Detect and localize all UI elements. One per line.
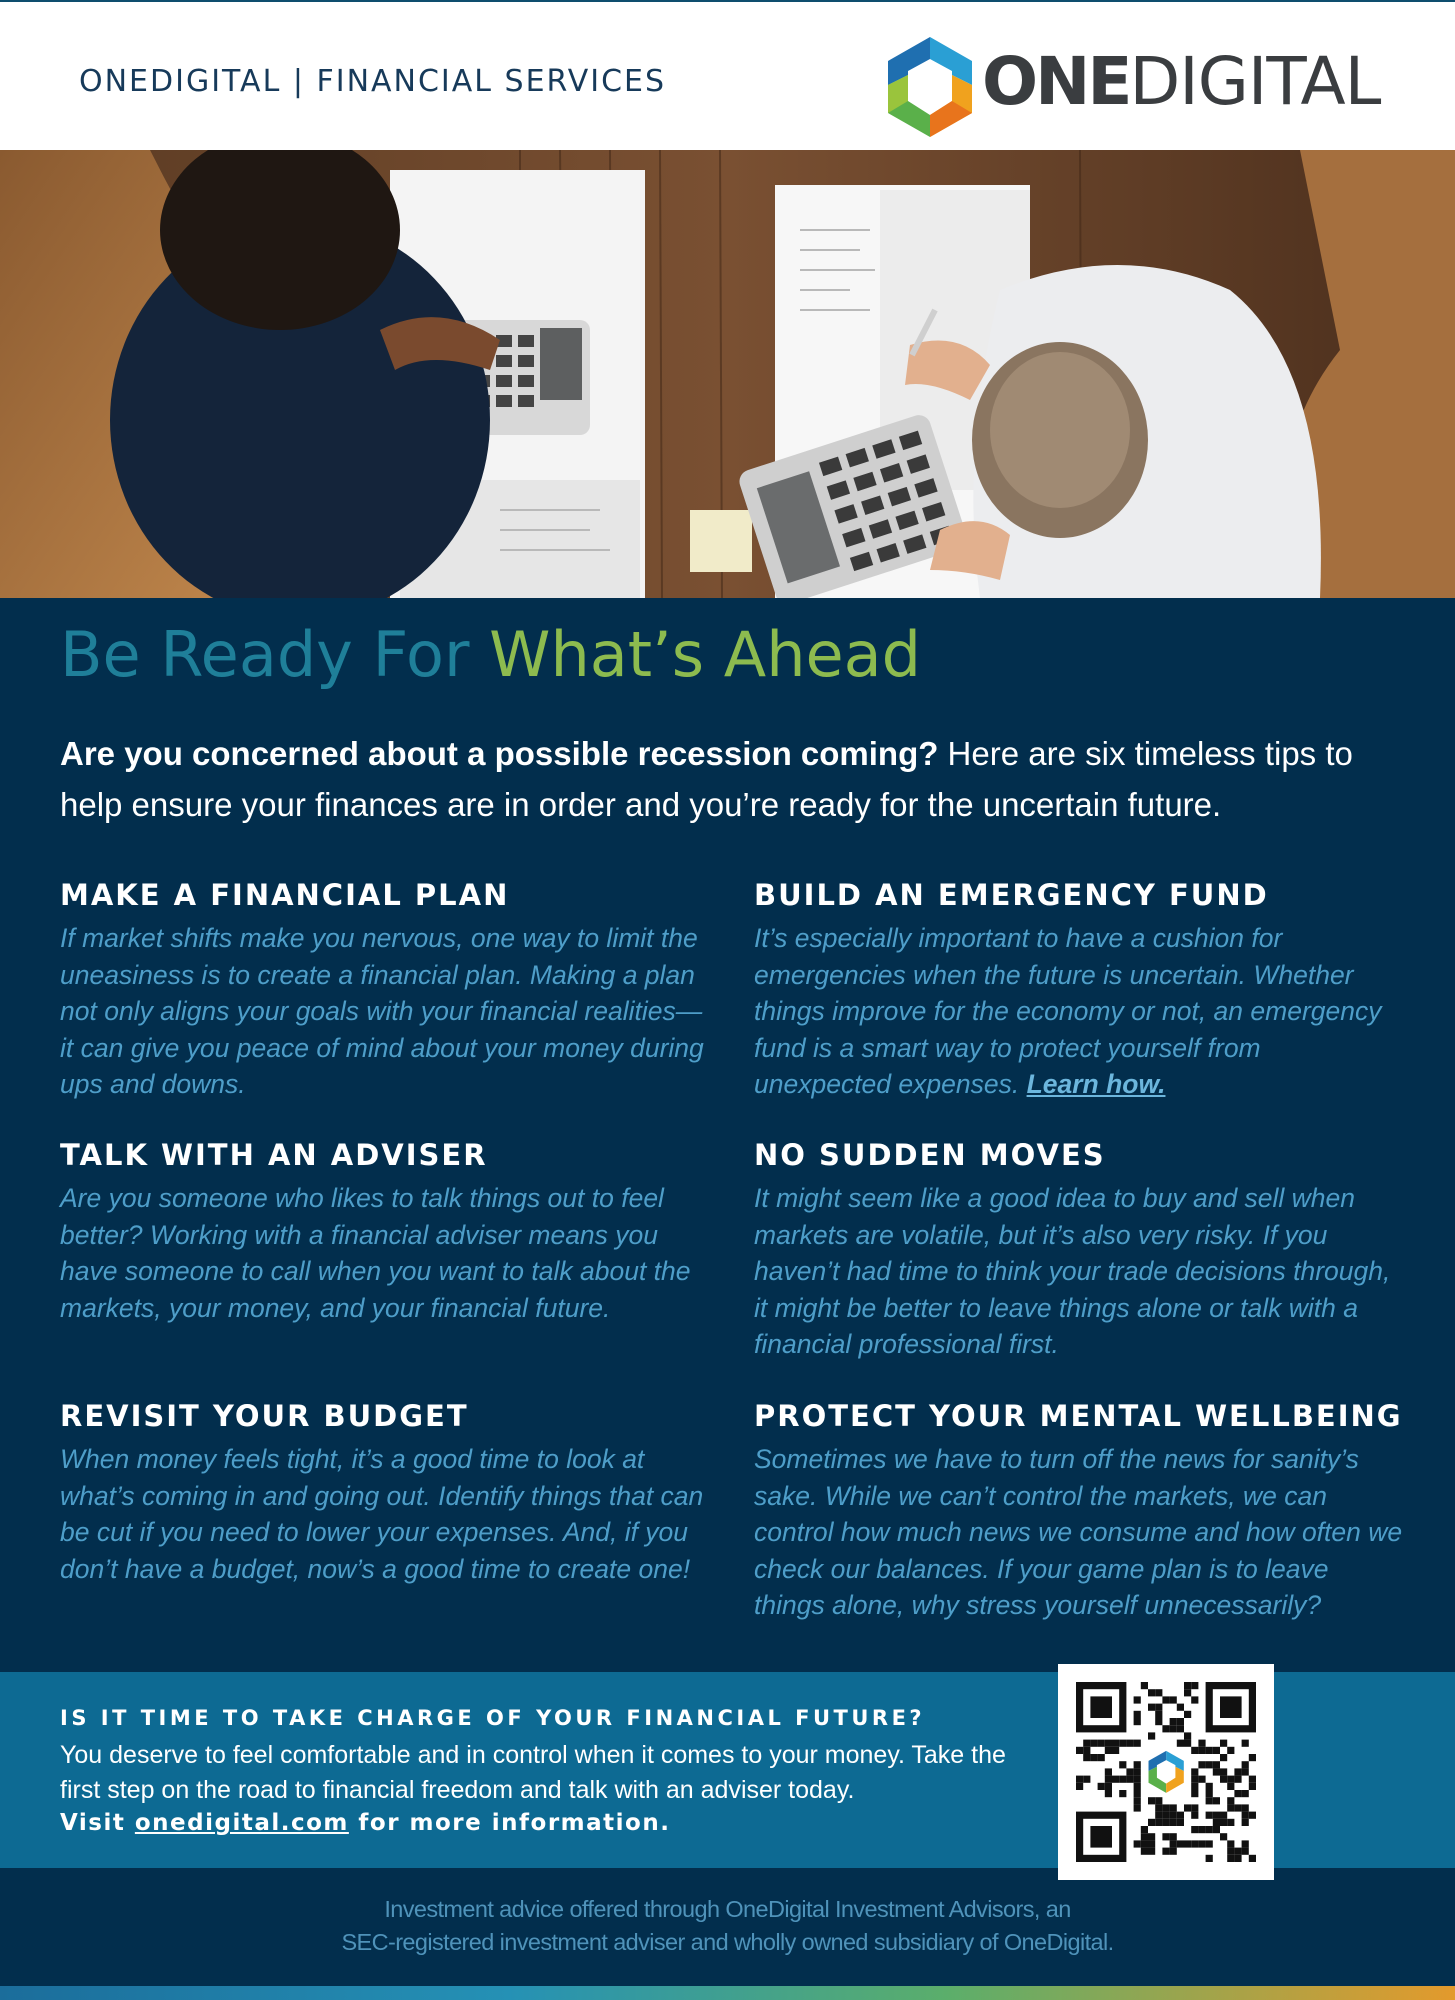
- logo-bold-text: ONE: [982, 43, 1130, 120]
- tip-heading: MAKE A FINANCIAL PLAN: [60, 878, 510, 912]
- tip-make-a-financial-plan: [60, 878, 710, 1103]
- cta-visit: [60, 1810, 670, 1836]
- cta-text: You deserve to feel comfortable and in control when it comes to your money. Take the first step on the road to financial freedom and talk with an adviser today.: [60, 1741, 1006, 1804]
- disclaimer: [0, 1893, 1455, 1959]
- tip-body: [754, 920, 1404, 1103]
- tip-heading: TALK WITH AN ADVISER: [60, 1138, 488, 1172]
- qr-code-icon[interactable]: [1058, 1664, 1274, 1880]
- learn-how-link[interactable]: Learn how.: [1026, 1069, 1166, 1099]
- page-title-part1: Be Ready For: [60, 618, 490, 691]
- tip-heading: NO SUDDEN MOVES: [754, 1138, 1106, 1172]
- bottom-gradient-bar: [0, 1986, 1455, 2000]
- tip-no-sudden-moves: [754, 1138, 1404, 1363]
- hero-photo-illustration: [0, 150, 1455, 598]
- tip-heading: REVISIT YOUR BUDGET: [60, 1399, 469, 1433]
- logo-wordmark: [982, 43, 1381, 120]
- cta-visit-prefix: Visit: [60, 1810, 135, 1836]
- onedigital-link[interactable]: onedigital.com: [134, 1810, 349, 1836]
- onedigital-hexagon-icon: [882, 35, 978, 139]
- header: [0, 0, 1455, 150]
- tip-body: If market shifts make you nervous, one way to limit the uneasiness is to create a financial plan. Making a plan not only aligns your goals with your financial realities—it can give you peace of mind about your money during ups and downs.: [60, 923, 704, 1099]
- tip-revisit-your-budget: [60, 1399, 710, 1587]
- tip-body: Sometimes we have to turn off the news for sanity’s sake. While we can’t control the markets, we can control how much news we consume and how often we check our balances. If your game plan is to leave things alone, why stress yourself unnecessarily?: [754, 1444, 1403, 1620]
- hero-photo: [0, 150, 1455, 598]
- tip-talk-with-an-adviser: [60, 1138, 710, 1326]
- tip-body: It might seem like a good idea to buy and sell when markets are volatile, but it’s also very risky. If you haven’t had time to think your trade decisions through, it might be better to leave things alone or talk with a financial professional first.: [754, 1183, 1391, 1359]
- brand-label: ONEDIGITAL | FINANCIAL SERVICES: [79, 64, 667, 99]
- tip-heading: BUILD AN EMERGENCY FUND: [754, 878, 1269, 912]
- intro-question: Are you concerned about a possible recession coming?: [60, 735, 939, 772]
- disclaimer-line-1: Investment advice offered through OneDigital Investment Advisors, an: [384, 1896, 1071, 1922]
- tip-build-an-emergency-fund: [754, 878, 1404, 1103]
- tip-body: Are you someone who likes to talk things out to feel better? Working with a financial adviser means you have someone to call when you want to talk about the markets, your money, and your financial future.: [60, 1183, 691, 1323]
- tip-heading: PROTECT YOUR MENTAL WELLBEING: [754, 1399, 1403, 1433]
- page-title-part2: What’s Ahead: [489, 618, 921, 691]
- page-title: [60, 618, 921, 691]
- onedigital-logo[interactable]: [882, 35, 1422, 139]
- intro-text: Here are six timeless tips to help ensure your finances are in order and you’re ready for the uncertain future.: [60, 735, 1353, 823]
- tip-body: When money feels tight, it’s a good time to look at what’s coming in and going out. Identify things that can be cut if you need to lower your expenses. And, if you don’t have a budget, now’s a good time to create one!: [60, 1444, 704, 1584]
- qr-code-graphic: [1058, 1664, 1274, 1880]
- cta-visit-suffix: for more information.: [348, 1810, 671, 1836]
- intro-paragraph: [60, 728, 1400, 830]
- cta-question: IS IT TIME TO TAKE CHARGE OF YOUR FINANCIAL FUTURE?: [60, 1706, 926, 1730]
- tip-body-text: It’s especially important to have a cushion for emergencies when the future is uncertain. Whether things improve for the economy or not, an emergency fund is a smart way to protect yourself from unexpected expenses.: [754, 923, 1382, 1099]
- logo-light-text: DIGITAL: [1129, 43, 1381, 120]
- disclaimer-line-2: SEC-registered investment adviser and wholly owned subsidiary of OneDigital.: [341, 1929, 1114, 1955]
- tip-protect-your-mental-wellbeing: [754, 1399, 1404, 1624]
